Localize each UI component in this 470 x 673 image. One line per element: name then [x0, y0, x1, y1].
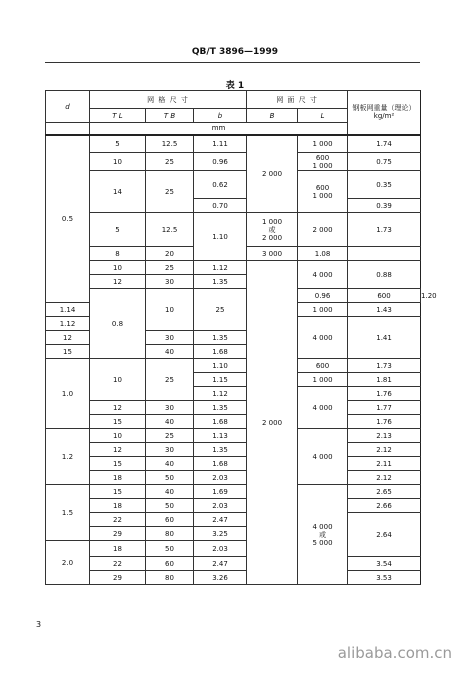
- cell-text: 15: [113, 459, 122, 468]
- table-cell: [194, 387, 247, 401]
- header-net-size: [247, 91, 348, 109]
- header-tl: [90, 109, 146, 123]
- table-row: [46, 513, 421, 527]
- cell-text: 2.13: [376, 431, 392, 440]
- cell-text: 80: [165, 529, 174, 538]
- table-cell: [90, 261, 146, 275]
- table-cell: [90, 429, 146, 443]
- cell-text: 1.68: [212, 347, 228, 356]
- table-cell: [46, 303, 90, 317]
- table-cell: [348, 485, 421, 499]
- table-row: [46, 261, 421, 275]
- cell-text: 0.70: [212, 201, 228, 210]
- table-cell: [146, 485, 194, 499]
- cell-text: 40: [165, 417, 174, 426]
- cell-text: 网 面 尺 寸: [276, 95, 318, 104]
- cell-text: 1.76: [376, 389, 392, 398]
- table-cell: [348, 471, 421, 485]
- cell-text: 1.81: [376, 375, 392, 384]
- table-cell: [90, 359, 146, 401]
- table-cell: [348, 289, 421, 303]
- table-cell: [90, 485, 146, 499]
- table-row: [46, 401, 421, 415]
- cell-text: 10: [113, 263, 122, 272]
- table-cell: [298, 261, 348, 289]
- cell-text: 10: [113, 157, 122, 166]
- table-cell: [146, 541, 194, 557]
- header-l-length: [298, 109, 348, 123]
- cell-text: 4 000: [312, 270, 333, 279]
- cell-text: 3.53: [376, 573, 392, 582]
- table-cell: [247, 261, 298, 585]
- cell-text: 2.64: [376, 530, 392, 539]
- table-cell: [298, 171, 348, 213]
- table-cell: [146, 213, 194, 247]
- cell-text: 1.68: [212, 417, 228, 426]
- table-cell: [348, 499, 421, 513]
- cell-text: mm: [211, 124, 226, 133]
- table-cell: [146, 359, 194, 401]
- cell-text: 0.35: [376, 180, 392, 189]
- cell-text: B: [269, 111, 275, 120]
- table-cell: [90, 213, 146, 247]
- table-row: [46, 359, 421, 373]
- header-weight: [348, 91, 421, 135]
- table-cell: [298, 373, 348, 387]
- cell-text: 29: [113, 529, 122, 538]
- table-cell: [146, 153, 194, 171]
- cell-text: 20: [165, 249, 174, 258]
- table-cell: [194, 199, 247, 213]
- table-row: [46, 499, 421, 513]
- table-cell: [298, 247, 348, 261]
- cell-text: 1.35: [212, 403, 228, 412]
- cell-text: 2.11: [376, 459, 392, 468]
- cell-text: 1.35: [212, 277, 228, 286]
- table-cell: [298, 485, 348, 585]
- table-cell: [348, 571, 421, 585]
- cell-text: 12.5: [161, 139, 178, 148]
- table-cell: [348, 135, 421, 153]
- cell-text: T L: [112, 111, 123, 120]
- cell-text: 1.68: [212, 459, 228, 468]
- table-cell: [194, 275, 247, 289]
- cell-text: 网 格 尺 寸: [147, 95, 189, 104]
- cell-text: 1.0: [61, 389, 74, 398]
- cell-text: 3 000: [262, 249, 283, 258]
- cell-text: 22: [113, 559, 122, 568]
- table-cell: [194, 213, 247, 261]
- table-cell: [348, 513, 421, 557]
- table-cell: [194, 345, 247, 359]
- cell-text: 15: [113, 417, 122, 426]
- table-cell: [46, 359, 90, 429]
- table-cell: [46, 345, 90, 359]
- table-cell: [247, 247, 298, 261]
- table-cell: [90, 527, 146, 541]
- cell-text: 18: [113, 544, 122, 553]
- table-cell: [146, 135, 194, 153]
- cell-text: 1.12: [212, 263, 228, 272]
- table-row: [46, 471, 421, 485]
- cell-text: 1.12: [212, 389, 228, 398]
- table-cell: [90, 401, 146, 415]
- cell-text: 或: [319, 530, 327, 539]
- cell-text: 1 000: [312, 161, 333, 170]
- cell-text: d: [65, 102, 70, 111]
- table-row: [46, 415, 421, 429]
- table-cell: [146, 331, 194, 345]
- cell-text: 30: [165, 445, 174, 454]
- cell-text: 29: [113, 573, 122, 582]
- table-cell: [90, 443, 146, 457]
- cell-text: 1.2: [61, 452, 74, 461]
- cell-text: 600: [315, 153, 330, 162]
- table-cell: [298, 359, 348, 373]
- cell-text: 0.96: [314, 291, 331, 300]
- table-cell: [298, 303, 348, 317]
- cell-text: 2.12: [376, 445, 392, 454]
- table-cell: [298, 135, 348, 153]
- watermark: alibaba.com.cn: [337, 644, 452, 662]
- table-cell: [146, 527, 194, 541]
- cell-text: 0.39: [376, 201, 392, 210]
- cell-text: 5: [115, 139, 120, 148]
- table-cell: [46, 317, 90, 331]
- cell-text: 25: [165, 375, 174, 384]
- cell-text: 1.15: [212, 375, 228, 384]
- table-cell: [298, 213, 348, 247]
- cell-text: 1.35: [212, 333, 228, 342]
- cell-text: 1.73: [376, 361, 392, 370]
- cell-text: 8: [115, 249, 120, 258]
- table-cell: [348, 153, 421, 171]
- cell-text: 1 000: [312, 191, 333, 200]
- table-row: [46, 213, 421, 227]
- cell-text: 3.26: [212, 573, 228, 582]
- table-cell: [194, 471, 247, 485]
- cell-text: 钢板网重量（理论）: [352, 104, 416, 113]
- table-cell: [298, 387, 348, 429]
- cell-text: 60: [165, 559, 174, 568]
- table-cell: [194, 557, 247, 571]
- table-cell: [90, 415, 146, 429]
- cell-text: 2.66: [376, 501, 392, 510]
- table-row: [46, 485, 421, 499]
- cell-text: 1.13: [212, 431, 228, 440]
- cell-text: 4 000: [312, 452, 333, 461]
- cell-text: 15: [63, 347, 72, 356]
- table-cell: [90, 513, 146, 527]
- table-cell: [194, 415, 247, 429]
- table-cell: [194, 331, 247, 345]
- cell-text: b: [217, 111, 223, 120]
- table-cell: [348, 213, 421, 247]
- cell-text: 10: [113, 375, 122, 384]
- cell-text: L: [320, 111, 325, 120]
- table-cell: [298, 289, 348, 303]
- table-cell: [90, 499, 146, 513]
- table-cell: [146, 275, 194, 289]
- table-cell: [298, 153, 348, 171]
- cell-text: 0.88: [376, 270, 392, 279]
- table-cell: [348, 303, 421, 317]
- cell-text: 25: [165, 431, 174, 440]
- cell-text: 1.69: [212, 487, 228, 496]
- cell-text: 2.03: [212, 473, 228, 482]
- table-cell: [298, 317, 348, 359]
- cell-text: 1.43: [376, 305, 392, 314]
- cell-text: 10: [165, 305, 174, 314]
- table-cell: [146, 247, 194, 261]
- table-cell: [348, 429, 421, 443]
- table-cell: [348, 317, 421, 359]
- table-cell: [194, 443, 247, 457]
- cell-text: 2 000: [262, 233, 283, 242]
- table-cell: [90, 153, 146, 171]
- table-row: [46, 135, 421, 153]
- cell-text: 12: [113, 403, 122, 412]
- cell-text: 1.74: [376, 139, 392, 148]
- cell-text: 2.47: [212, 559, 228, 568]
- table-row: [46, 457, 421, 471]
- cell-text: 1.35: [212, 445, 228, 454]
- cell-text: 1.73: [376, 225, 392, 234]
- cell-text: 25: [215, 305, 225, 314]
- cell-text: 25: [165, 187, 174, 196]
- table-cell: [146, 345, 194, 359]
- cell-text: 或: [268, 225, 276, 234]
- cell-text: 1.12: [59, 319, 76, 328]
- table-cell: [90, 247, 146, 261]
- cell-text: 4 000: [312, 522, 333, 531]
- table-cell: [247, 135, 298, 213]
- cell-text: 4 000: [312, 403, 333, 412]
- header-mesh-size: [90, 91, 247, 109]
- table-cell: [348, 359, 421, 373]
- header-rule: [45, 62, 420, 63]
- table-cell: [146, 289, 194, 331]
- header-b-width: [247, 109, 298, 123]
- cell-text: 22: [113, 515, 122, 524]
- cell-text: 1 000: [312, 375, 333, 384]
- table-cell: [146, 261, 194, 275]
- cell-text: 50: [165, 544, 174, 553]
- cell-text: 5: [115, 225, 120, 234]
- table-cell: [194, 485, 247, 499]
- cell-text: 25: [165, 157, 174, 166]
- table-cell: [194, 513, 247, 527]
- table-cell: [298, 429, 348, 485]
- cell-text: 1.14: [59, 305, 76, 314]
- table-cell: [146, 401, 194, 415]
- table-cell: [194, 171, 247, 199]
- cell-text: 1.5: [61, 508, 74, 517]
- table-row: [46, 429, 421, 443]
- table-cell: [146, 171, 194, 213]
- cell-text: 18: [113, 473, 122, 482]
- table-cell: [146, 571, 194, 585]
- table-cell: [194, 289, 247, 331]
- cell-text: 14: [113, 187, 122, 196]
- table-cell: [146, 471, 194, 485]
- table-cell: [90, 541, 146, 557]
- cell-text: kg/m²: [373, 112, 395, 121]
- standard-number: QB/T 3896—1999: [191, 47, 279, 57]
- table-cell: [146, 513, 194, 527]
- cell-text: 600: [315, 183, 330, 192]
- table-cell: [146, 457, 194, 471]
- cell-text: 2.47: [212, 515, 228, 524]
- table-cell: [46, 331, 90, 345]
- spec-table: [45, 90, 437, 585]
- header-d: [46, 91, 90, 123]
- table-cell: [146, 429, 194, 443]
- cell-text: 1 000: [312, 305, 333, 314]
- table-cell: [194, 359, 247, 373]
- cell-text: 40: [165, 347, 174, 356]
- table-row: [46, 171, 421, 199]
- table-row: [46, 289, 421, 303]
- cell-text: 60: [165, 515, 174, 524]
- table-cell: [194, 571, 247, 585]
- table-cell: [146, 499, 194, 513]
- cell-text: 3.54: [376, 559, 392, 568]
- table-cell: [348, 373, 421, 387]
- cell-text: 40: [165, 487, 174, 496]
- cell-text: 1.77: [376, 403, 392, 412]
- table-cell: [348, 387, 421, 401]
- table-row: [46, 557, 421, 571]
- cell-text: 3.25: [212, 529, 228, 538]
- table-cell: [146, 415, 194, 429]
- table-cell: [348, 557, 421, 571]
- cell-text: 12: [113, 445, 122, 454]
- cell-text: 4 000: [312, 333, 333, 342]
- cell-text: 30: [165, 403, 174, 412]
- cell-text: 50: [165, 501, 174, 510]
- table-cell: [146, 443, 194, 457]
- table-cell: [348, 199, 421, 213]
- cell-text: 50: [165, 473, 174, 482]
- table-cell: [90, 171, 146, 213]
- table-cell: [348, 443, 421, 457]
- table-row: [46, 443, 421, 457]
- header-tb: [146, 109, 194, 123]
- table-cell: [194, 401, 247, 415]
- cell-text: 1 000: [312, 139, 333, 148]
- cell-text: 5 000: [312, 538, 333, 547]
- table-cell: [90, 275, 146, 289]
- table-cell: [348, 261, 421, 289]
- cell-text: 0.96: [212, 157, 228, 166]
- cell-text: 1.08: [314, 249, 331, 258]
- table-cell: [90, 571, 146, 585]
- table-cell: [194, 457, 247, 471]
- cell-text: 1.10: [212, 232, 228, 241]
- cell-text: 30: [165, 333, 174, 342]
- table-cell: [348, 401, 421, 415]
- table-cell: [90, 557, 146, 571]
- cell-text: 1.10: [212, 361, 228, 370]
- table-cell: [46, 429, 90, 485]
- cell-text: 2.0: [61, 558, 74, 567]
- cell-text: 2 000: [262, 418, 283, 427]
- header-unit: [90, 123, 348, 135]
- page-number: 3: [36, 620, 42, 629]
- table-cell: [46, 485, 90, 541]
- cell-text: 2 000: [262, 169, 283, 178]
- table-cell: [194, 499, 247, 513]
- cell-text: 1.11: [212, 139, 228, 148]
- cell-text: 0.5: [61, 214, 74, 223]
- table-row: [46, 153, 421, 171]
- cell-text: 12.5: [161, 225, 178, 234]
- cell-text: 15: [113, 487, 122, 496]
- header-b: [194, 109, 247, 123]
- cell-text: 1.41: [376, 333, 392, 342]
- table-cell: [348, 457, 421, 471]
- table-cell: [90, 471, 146, 485]
- table-cell: [194, 527, 247, 541]
- cell-text: 0.75: [376, 157, 392, 166]
- table-cell: [194, 373, 247, 387]
- cell-text: 2.12: [376, 473, 392, 482]
- cell-text: 40: [165, 459, 174, 468]
- cell-text: 10: [113, 431, 122, 440]
- table-cell: [194, 135, 247, 153]
- table-cell: [46, 135, 90, 303]
- table-cell: [247, 213, 298, 247]
- table-cell: [90, 457, 146, 471]
- cell-text: 30: [165, 277, 174, 286]
- table-row: [46, 91, 421, 109]
- table-cell: [348, 171, 421, 199]
- cell-text: 2.03: [212, 501, 228, 510]
- table-cell: [194, 541, 247, 557]
- cell-text: 1.76: [376, 417, 392, 426]
- cell-text: 18: [113, 501, 122, 510]
- cell-text: 12: [113, 277, 122, 286]
- table-cell: [146, 557, 194, 571]
- table-cell: [194, 261, 247, 275]
- table-cell: [90, 289, 146, 359]
- table-cell: [90, 135, 146, 153]
- table-caption: 表 1: [225, 81, 245, 91]
- cell-text: T B: [163, 111, 176, 120]
- table-cell: [194, 429, 247, 443]
- cell-text: 80: [165, 573, 174, 582]
- cell-text: 12: [63, 333, 72, 342]
- cell-text: 1 000: [262, 217, 283, 226]
- cell-text: 2.03: [212, 544, 228, 553]
- table-cell: [194, 153, 247, 171]
- blank-cell: [46, 123, 90, 135]
- cell-text: 1.20: [421, 291, 437, 300]
- cell-text: 0.8: [111, 319, 124, 328]
- cell-text: 2 000: [312, 225, 333, 234]
- table-row: [46, 571, 421, 585]
- cell-text: 25: [165, 263, 174, 272]
- cell-text: 600: [315, 361, 330, 370]
- cell-text: 2.65: [376, 487, 392, 496]
- cell-text: 0.62: [212, 180, 228, 189]
- table-cell: [46, 541, 90, 585]
- cell-text: 600: [377, 291, 391, 300]
- table-cell: [348, 415, 421, 429]
